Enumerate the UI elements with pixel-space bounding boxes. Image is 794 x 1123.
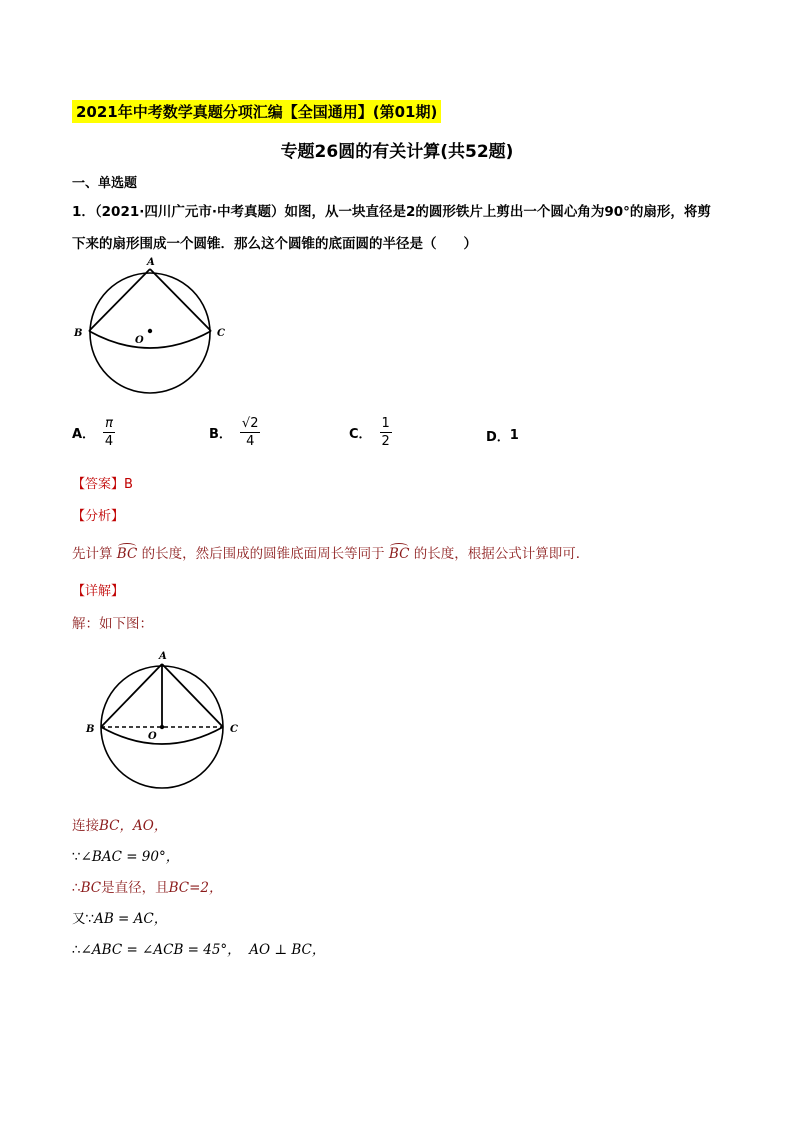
figure1-label-a: A [147,257,155,268]
question-text-line1: 如图，从一块直径是2的圆形铁片上剪出一个圆心角为90°的扇形，将剪 [284,204,711,220]
option-b [209,416,260,449]
detail-intro: 解：如下图： [72,616,153,632]
solution-line-2-symbol: ∵ [72,849,81,865]
option-a-num: π [105,416,113,431]
solution-line-5 [72,938,325,958]
option-d [486,426,519,445]
answer-line [72,473,133,492]
solution-line-5-symbol: ∴ [72,942,81,958]
analysis-text-b: 的长度，然后围成的圆锥底面周长等同于 [141,546,385,562]
section-heading: 一、单选题 [72,176,138,191]
option-b-fraction [240,416,261,449]
solution-line-1-math: BC，AO， [99,818,168,834]
analysis-arc-bc-2: BC [388,546,410,562]
figure1-ab [89,269,150,331]
figure2-label-b: B [86,724,95,735]
figure1-ac [150,269,211,331]
solution-line-1-text: 连接 [72,818,99,834]
analysis-tag: 【分析】 [72,509,125,524]
option-b-letter: B． [209,427,232,442]
figure2-label-a: A [159,651,167,662]
figure2-label-c: C [230,724,238,735]
figure2-arc-bc [101,727,223,744]
option-a-den: 4 [104,434,114,449]
figure-2 [80,648,250,798]
option-b-den: 4 [246,434,255,449]
analysis-text-c: 的长度，根据公式计算即可． [413,546,590,562]
figure1-label-b: B [74,328,83,339]
option-d-value: 1 [509,428,519,443]
option-a-fraction [103,416,115,449]
question-number: 1． [72,204,95,220]
solution-line-3 [72,876,223,896]
figure1-arc-bc [89,331,211,348]
figure1-center-dot [148,329,152,333]
figure1-label-o: O [135,335,144,346]
question-source: （2021·四川广元市·中考真题） [94,204,285,220]
answer-value: B [124,477,133,492]
option-b-num: √2 [241,416,259,431]
solution-line-3-math-b: BC=2， [168,880,223,896]
figure2-label-o: O [148,731,157,742]
solution-line-3-math-a: BC [80,880,102,896]
figure1-label-c: C [217,328,225,339]
solution-line-1 [72,814,167,834]
page-title: 专题26圆的有关计算(共52题) [280,142,514,162]
option-c [349,416,392,449]
collection-title-highlight: 2021年中考数学真题分项汇编【全国通用】(第01期) [72,100,441,123]
figure2-center-dot [160,725,164,729]
analysis-text-a: 先计算 [72,546,113,562]
answer-tag: 【答案】 [72,477,125,492]
solution-line-4-math: AB = AC， [94,911,168,927]
analysis-text [72,542,589,562]
solution-line-3-symbol: ∴ [72,880,81,896]
question-1 [72,196,732,260]
solution-line-2-math: ∠BAC = 90°， [80,849,180,865]
solution-line-5-math-a: ∠ABC = ∠ACB = 45°， [80,942,241,958]
option-c-letter: C． [349,427,372,442]
solution-line-4 [72,907,167,927]
detail-tag: 【详解】 [72,584,125,599]
option-c-num: 1 [381,416,390,431]
solution-line-3-text: 是直径，且 [101,880,169,896]
analysis-arc-bc-1: BC [116,546,138,562]
option-d-letter: D． [486,430,510,445]
option-c-den: 2 [381,434,390,449]
question-text-line2: 下来的扇形围成一个圆锥．那么这个圆锥的底面圆的半径是（ ） [72,236,477,252]
option-a [72,416,115,449]
option-c-fraction [380,416,392,449]
solution-line-5-math-b: AO ⊥ BC， [249,942,326,958]
solution-line-4-text: 又∵ [72,911,95,927]
figure-1 [72,255,242,400]
solution-line-2 [72,845,179,865]
option-a-letter: A． [72,427,96,442]
